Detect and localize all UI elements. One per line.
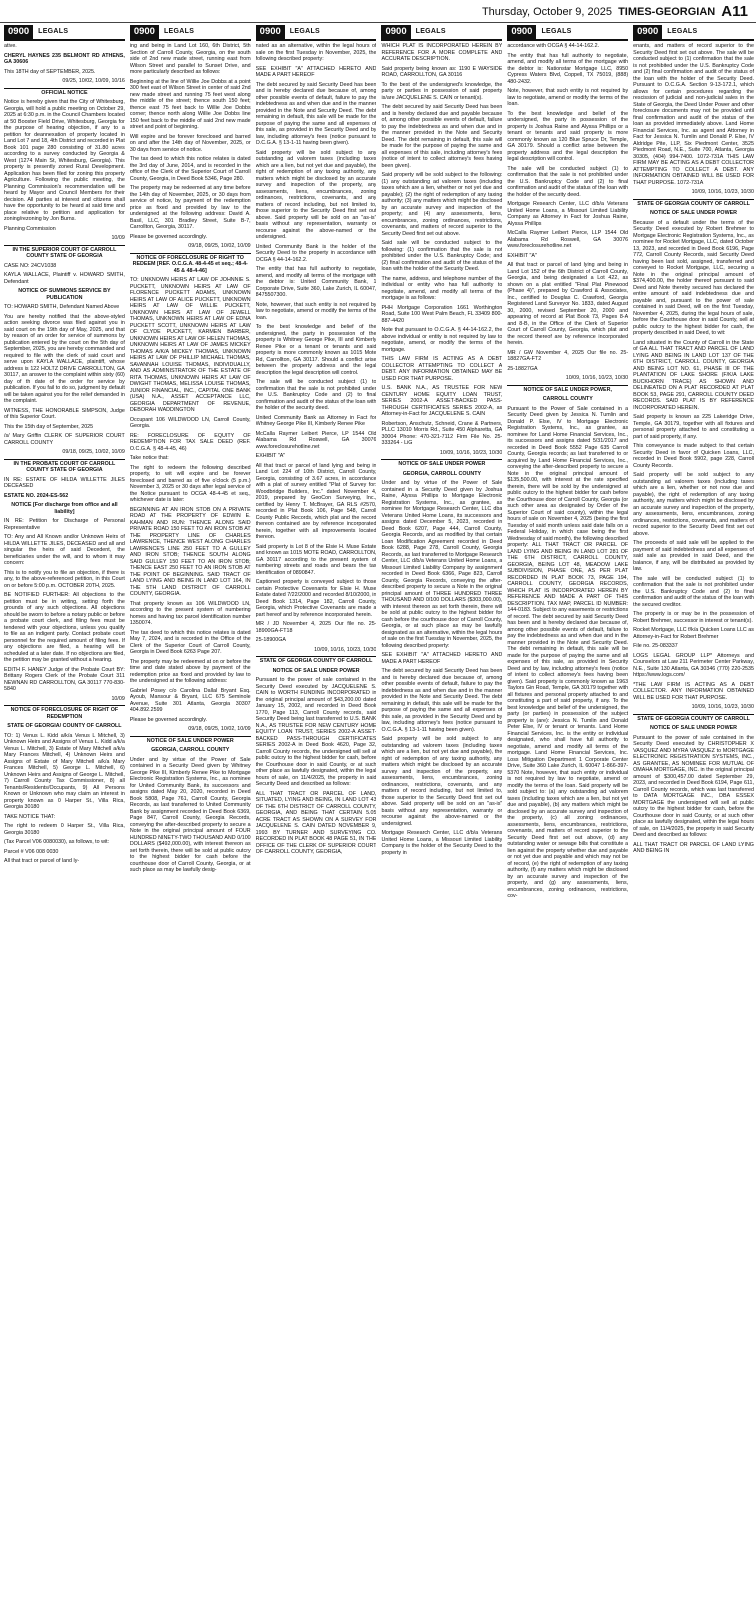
legal-paragraph: The property may be redeemed at on or before the time and date stated above by payment of the redemption price as fixed and provided by law to the undersigned at the following address: xyxy=(129,658,251,684)
legal-paragraph: The debt secured by said Security Deed has been and is hereby declared due because of, among other possible events of default, failure to pay the indebtedness as and when due and in the manner provided in the Note and Security Deed. The debt remaining in default, this sale will be made for the purpose of paying the same and all expenses of this sale, as provided in the Security Deed and by law, including attorney's fees (notice pursuant to O.C.G.A. § 13-1-11 having been given). xyxy=(255,81,377,146)
legal-paragraph: SEE EXHIBIT "A" ATTACHED HERETO AND MADE A PART HEREOF xyxy=(255,65,377,78)
legal-paragraph: IN RE: ESTATE OF HILDA WILLETTE JILES DECEASED xyxy=(4,476,125,489)
legal-paragraph: Mortgage Research Center, LLC d/b/a Veterans United Home Loans, a Missouri Limited Liability Company is the holder of the Security Deed to the property in xyxy=(381,830,503,856)
column-text xyxy=(4,43,125,865)
section-label: LEGALS xyxy=(667,28,698,35)
legal-paragraph: The entity that has full authority to negotiate, amend, and modify all terms of the mortgage with the debtor is: Nationstar Mortgage LLC, 8950 Cypress Waters Blvd, Coppell, TX 75019, (888) 480-2432. xyxy=(507,52,629,85)
legal-paragraph: Gabriel Posey c/o Carolina Dallal Bryant Esq. Ayoub, Mansour & Bryant, LLC 675 Seminole Avenue, Suite 301 Atlanta, Georgia 30307 404.892.2599 xyxy=(129,687,251,713)
legal-paragraph: GEORGIA, CARROLL COUNTY xyxy=(151,747,230,753)
legal-paragraph: The property may be redeemed at any time before the 14th day of November, 2025, or 30 days from service of notice, by payment of the redemption price as fixed and provided by law to the undersigned at the following address: David A. Basil, LLC, 301 Bradley Street, Suite B-7, Carrollton, Georgia, 30117. xyxy=(129,185,251,230)
legal-paragraph: All that tract or parcel of land lying and being in Land Lot 224 of 10th District, Carroll County, Georgia, consisting of 3.67 acres, in accordance with a plat of survey entitled "Plat of Survey for: Woodbridge Builders, Inc." dated November 4, 2019, prepared by GeoCon Surveying, Inc., certified by Henry T. McBrayer, GA RLS #2570, recorded in Plat Book 106, Page 548, Carroll County Public Records, which plat and the record thereon contained are by reference incorporated herein, together with all improvements located thereon. xyxy=(255,462,377,540)
legal-paragraph: United Community Bank is the holder of the Security Deed to the property in accordance with OCGA § 44-14-162.2. xyxy=(255,243,377,263)
legal-paragraph: GEORGIA, CARROLL COUNTY xyxy=(402,470,482,477)
legal-paragraph: Will expire and be forever foreclosed and barred on and after the 14th day of November, 2025, or 30 days from service of notice. xyxy=(129,133,251,153)
legal-paragraph: 09/25, 10/02, 10/09, 10/16 xyxy=(62,78,125,84)
legal-paragraph: 10/09 xyxy=(111,695,125,702)
legal-paragraph: Said property is Lot 8 of the Elsie H. Muse Estate and known as 1015 MOTE ROAD, CARROLLTON, GA 30117 according to the present system of numbering streets and roads and bears the tax identification of 0890847. xyxy=(255,543,377,576)
column-6 xyxy=(633,24,754,1594)
section-code: 0900 xyxy=(507,25,536,39)
legal-paragraph: NOTICE OF SALE UNDER POWER, xyxy=(507,385,628,394)
legal-paragraph: All that tract or parcel of land lying and being in Land Lot 152 of the 6th District of Carroll County, Georgia, and being designated a Lot 422, as shown on a plat entitled "Final Plat Pinewood (Phase 4)", prepared by Crawford & Associates, Inc., certified to Douglas C. Crawford, Georgia Registered Land Surveyor No. 1833, dated August 30, 2000, revised September 20, 2000 and appearing of record at Plat Book 73, Pages 8-A and 8-B, in the Office of the Clerk of Superior Court of Carroll County, Georgia, which plat and the record thereof are by reference incorporated herein. xyxy=(507,262,629,346)
legal-paragraph: NOTICE OF SUMMONS SERVICE BY PUBLICATION xyxy=(18,288,111,301)
legal-paragraph: MR / JD November 4, 2025 Our file no. 25-18900GA-FT18 xyxy=(255,621,377,634)
section-label: LEGALS xyxy=(38,28,69,35)
legal-paragraph: Note, however, that such entity is not required by law to negotiate, amend or modify the terms of the loan. xyxy=(507,88,629,107)
legal-paragraph: The property is or may be in the possession of Robert Brehmer, successor in interest or tenant(s). xyxy=(633,611,754,624)
legal-paragraph: STATE OF GEORGIA COUNTY OF CARROLL xyxy=(633,199,754,208)
legal-paragraph: File no. 25-083337 xyxy=(633,643,678,649)
legal-paragraph: RE: FORECLOSURE OF EQUITY OF REDEMPTION FOR TAX SALE DEED (REF. O.C.G.A. § 48-4-45, 46) xyxy=(129,432,251,452)
legal-paragraph: STATE OF GEORGIA/ COUNTY OF CARROLL xyxy=(7,723,122,729)
legal-paragraph: 25-18900GA xyxy=(255,637,286,643)
legal-paragraph: 25-18827GA xyxy=(507,365,538,372)
legal-paragraph: 09/18, 09/25, 10/02, 10/09 xyxy=(188,243,251,249)
legal-paragraph: Note, however, that such entity is not required by law to negotiate, amend or modify the terms of the loan. xyxy=(255,301,377,321)
section-header xyxy=(633,24,754,41)
legal-paragraph: OFFICIAL NOTICE xyxy=(4,88,125,97)
legal-paragraph: IN RE: Petition for Discharge of Personal Representative xyxy=(4,518,125,531)
newspaper-name: TIMES-GEORGIAN xyxy=(618,6,716,18)
legal-paragraph: This conveyance is made subject to that certain Security Deed in favor of Quicken Loans, LLC, recorded in Deed Book 5902, page 228, Carroll County Records. xyxy=(633,443,754,469)
section-code: 0900 xyxy=(4,25,33,39)
legal-paragraph: Planning Commission xyxy=(4,225,56,232)
legal-paragraph: The right to redeem the following described property, to wit will expire and be forever foreclosed and barred as of five o'clock (5 p.m.) November 3, 2025 or 30 days after legal service of the Notice pursuant to OCGA 48-4-45 et seq., whichever date is later: xyxy=(129,464,251,503)
legal-paragraph: 10/09, 10/16, 10/23, 10/30 xyxy=(439,449,503,456)
legal-paragraph: WITNESS, THE HONORABLE SIMPSON, Judge of this Superior Court. xyxy=(4,407,125,420)
legal-paragraph: ALL THAT TRACT OR PARCEL OF LAND, SITUATED, LYING AND BEING, IN LAND LOT 43 OF THE 6TH DISTRICT OF CARROLL COUNTY, GEORGIA, AND BEING THAT CERTAIN 5.05 ACRE TRACT AS SHOWN ON A SURVEY FOR JACQUELENE S. CAIN DATED NOVEMBER 9, 1993 BY TURNER AND SURVEYING CO. RECORDED IN PLAT BOOK 48 PAGE 51, IN THE OFFICE OF THE CLERK OF SUPERIOR COURT OF CARROLL COUNTY, GEORGIA, xyxy=(255,790,377,855)
legal-paragraph: NOTICE OF SALE UNDER POWER xyxy=(650,210,738,216)
legal-paragraph: Land situated in the County of Carroll in the State of GA ALL THAT TRACT AND PARCEL OF LAND LYING AND BEING IN LAND LOT 137 OF THE 6TH DISTRICT, CARROLL COUNTY, GEORGIA AND BEING LOT NO. 61, PHASE III OF THE PLANTATION OF LAKE SHORE (F/K/A LAKE BUCKHORN TRACE) AS SHOWN AND DELINEATED ON A PLAT RECORDED AT PLAT BOOK 53, PAGE 291, CARROLL COUNTY DEED RECORDS. SAID PLAT IS BY REFERENCE INCORPORATED HEREIN. xyxy=(633,339,754,411)
legal-paragraph: Robertson, Anschutz, Schneid, Crane & Partners, PLLC 13010 Morris Rd., Suite 450 Alpharetta, GA 30004 Phone: 470-321-7112 Firm File No. 25-333264 - LiG xyxy=(381,420,503,446)
legal-paragraph: 10/09, 10/16, 10/23, 10/30 xyxy=(314,646,377,653)
legal-paragraph: NOTICE [For discharge from office and all liability] xyxy=(11,502,118,515)
legal-paragraph: /s/ Mary Griffin CLERK OF SUPERIOR COURT CARROLL COUNTY xyxy=(4,433,125,446)
section-header xyxy=(256,24,377,41)
legal-paragraph: Under and by virtue of the Power of Sale contained in a Security Deed given by Joshua Raine, Alyssa Phillips to Mortgage Electronic Registration Systems, Inc., as grantee, as nominee for Mortgage Research Center, LLC dba Veterans United Home Loans, its successors and assigns dated December 5, 2023, recorded in Deed Book 6207, Page 444, Carroll County, Georgia Records, and as modified by that certain Loan Modification Agreement recorded in Deed Book 6288, Page 278, Carroll County, Georgia Records, as last transferred to Mortgage Research Center, LLC d/b/a Veterans United Home Loans, a Missouri Limited Liability Company by assignment recorded in Deed Book 6366, Page 823, Carroll County, Georgia Records, conveying the after-described property to secure a Note in the original principal amount of THREE HUNDRED THREE THOUSAND AND 0/100 DOLLARS ($303,000.00), with interest thereon as set forth therein, there will be sold at public outcry to the highest bidder for cash before the courthouse door of Carroll County, Georgia, or at such place as may be lawfully designated as an alternative, within the legal hours of sale on the first Tuesday in November, 2025, the following described property: xyxy=(381,480,503,649)
legal-paragraph: This 18TH day of SEPTEMBER, 2025. xyxy=(4,68,96,75)
section-header xyxy=(381,24,502,41)
legal-paragraph: NOTICE OF SALE UNDER POWER xyxy=(272,667,360,674)
legal-paragraph: enants, and matters of record superior to the Security Deed first set out above. The sale will be conducted subject to (1) confirmation that the sale is not prohibited under the U.S. Bankruptcy Code and (2) final confirmation and audit of the status of the loan with the holder of the Security Deed. Pursuant to O.C.G.A. Section 9-13-172.1, which allows for certain procedures regarding the rescission of judicial and non-judicial sales in the State of Georgia, the Deed Under Power and other foreclosure documents may not be provided until final confirmation and audit of the status of the loan as provided immediately above. Land Home Financial Services, Inc. as agent and Attorney in Fact for Jessica N. Tumlin and Donald P. Else, IV Aldridge Pite, LLP, Six Piedmont Center, 3525 Piedmont Road, N.E., Suite 700, Atlanta, Georgia 30305, (404) 994-7400. 1072-731A THIS LAW FIRM MAY BE ACTING AS A DEBT COLLECTOR ATTEMPTING TO COLLECT A DEBT. ANY INFORMATION OBTAINED WILL BE USED FOR THAT PURPOSE. 1072-731A xyxy=(633,43,754,186)
column-2 xyxy=(130,24,251,1594)
legal-paragraph: Note that pursuant to O.C.G.A. § 44-14-162.2, the above individual or entity is not required by law to negotiate, amend, or modify the terms of the mortgage. xyxy=(381,327,503,353)
legal-paragraph: NOTICE OF FORECLOSURE OF RIGHT OF REDEMPTION xyxy=(4,705,125,720)
section-label: LEGALS xyxy=(289,28,320,35)
legal-paragraph: Said property will be sold subject to any outstanding ad valorem taxes (including taxes which are a lien, but not yet due and payable), the right of redemption of any taxing authority, any matters which might be disclosed by an accurate survey and inspection of the property, any assessments, liens, encumbrances, zoning ordinances, restrictions, covenants, and any matters of record including, but not limited to, those superior to the Security Deed first set out above. Said property will be sold on an "as-is" basis without any representation, warranty or recourse against the above-named or the undersigned. xyxy=(255,149,377,240)
legal-paragraph: WHICH PLAT IS INCORPORATED HEREIN BY REFERENCE FOR A MORE COMPLETE AND ACCURATE DESCRIPTION. xyxy=(381,43,503,62)
legal-paragraph: ALL THAT TRACT OR PARCEL OF LAND LYING AND BEING IN xyxy=(633,841,754,854)
legal-paragraph: Said property is known as 225 Lakeridge Drive, Temple, GA 30179, together with all fixtures and personal property attached to and constituting a part of said property, if any. xyxy=(633,414,754,440)
column-text xyxy=(130,43,251,874)
legal-paragraph: SEE EXHIBIT "A" ATTACHED HERETO AND MADE A PART HEREOF xyxy=(381,652,503,665)
legal-paragraph: NOTICE OF FORECLOSURE OF RIGHT TO REDEEM [REF. O.C.G.A. 48-4-45 et seq.; 48-4-45 & 48-4-46] xyxy=(130,253,251,275)
column-text xyxy=(633,43,754,855)
legal-paragraph: ESTATE NO. 2024-ES-562 xyxy=(4,492,69,499)
legal-paragraph: THIS LAW FIRM IS ACTING AS A DEBT COLLECTOR ATTEMPTING TO COLLECT A DEBT. ANY INFORMATION OBTAINED MAY BE USED FOR THAT PURPOSE. xyxy=(381,356,503,382)
legal-paragraph: accordance with OCGA § 44-14-162.2. xyxy=(507,43,600,49)
legal-paragraph: NOTICE OF SALE UNDER POWER xyxy=(381,459,502,468)
section-label: LEGALS xyxy=(415,28,446,35)
legal-paragraph: To the best knowledge and belief of the undersigned, the party in possession of the property is Joshua Raine and Alyssa Phillips or a tenant or tenants and said property is more commonly known as 120 Blue Spruce Dr, Temple, GA 30179. Should a conflict arise between the property address and the legal description the legal description will control. xyxy=(507,110,629,162)
legal-paragraph: KAYLA WALLACE, Plaintiff v. HOWARD SMITH, Defendant xyxy=(4,272,125,285)
legal-paragraph: CHERYL HAYNES 235 BELMONT RD ATHENS, GA 30606 xyxy=(4,52,125,65)
legal-paragraph: The right to redeem 0 Harper St., Villa Rica, Georgia 30180 xyxy=(4,823,125,836)
column-4 xyxy=(381,24,502,1594)
legal-paragraph: Captioned property is conveyed subject to those certain Protective Covenants for Elsie H. Muse Estate dated 7/22/2000 and recorded 8/10/2000, in Deed Book 1314, Page 182, Carroll County, Georgia, which Protective Covenants are made a part hereof and by reference incorporated herein. xyxy=(255,579,377,618)
legal-paragraph: Said property will be sold subject to any outstanding ad valorem taxes (including taxes which are a lien, whether or not now due and payable), the right of redemption of any taxing authority, any matters which might be disclosed by an accurate survey and inspection of the property, any assessments, liens, encumbrances, zoning ordinances, restrictions, covenants, and matters of record superior to the Security Deed first set out above. xyxy=(633,472,754,537)
legal-paragraph: Pursuant to the power of sale contained in the Security Deed executed by CHRISTOPHER X VASQUEZ AND MYRA VASQUEZ to MORTGAGE ELECTRONIC REGISTRATION SYSTEMS, INC., AS GRANTEE, AS NOMINEE FOR MUTUAL OF OMAHA MORTGAGE, INC. in the original principal amount of $300,457.00 dated September 29, 2023, and recorded in Deed Book 6194, Page 611, Carroll County records, which was last transferred to DATA MORTGAGE INC., DBA ESSEX MORTGAGE the undersigned will sell at public outcry to the highest bidder for cash, before the Courthouse door in said County, or at such other place as lawfully designated, within the legal hours of sale, on 11/4/2025, the property in said Security Deed and described as follows: xyxy=(633,734,754,838)
legal-paragraph: TO: UNKNOWN HEIRS AT LAW OF JOHNNIE S. PUCKETT, UNKNOWN HEIRS AT LAW OF FLORENCE PUCKETT ADAMS, UNKNOWN HEIRS AT LAW OF ALICE PUCKETT, UNKNOWN HEIRS AT LAW OF WILLIE PUCKETT, UNKNOWN HEIRS AT LAW OF JEWELL THOMAS, UNKNOWN HEIRS AT LAW OF EDNA PUCKETT SCOTT, UNKNOWN HEIRS AT LAW OF CLYDE PUCKETT, KARMEN BARBER, UNKNOWN HEIRS AT LAW OF HELEN THOMAS, UNKNOWN HEIRS AT LAW OF JAMES MICKEY THOMAS A/K/A MICKEY THOMAS, UNKNOWN HEIRS AT LAW OF PHILLIP MICHAEL THOMAS, SAVANNAH LOUISE THOMAS, INDIVIDUALLY, AND AS ADMINISTRATOR OF THE ESTATE OF RITA THOMAS, UNKNOWN HEIRS AT LAW OF DWIGHT THOMAS, MELISSA LOUISE THOMAS, JUNIOR FINANCIAL, INC., CAPITAL ONE BANK (USA) N.A., ASSET ACCEPTANCE LLC, GEORGIA DEPARTMENT OF REVENUE, DEBORAH WADDINGTON xyxy=(129,277,251,413)
column-5 xyxy=(507,24,628,1594)
legal-paragraph: United Community Bank as Attorney in Fact for Whitney George Pike III, Kimberly Renee Pike xyxy=(255,414,377,427)
legal-paragraph: TO: 1) Venus L. Kidd a/k/a Venus L Mitchell, 3) Unknown Heirs and Assigns of Venus L. Kidd a/k/a Venus L. Mitchell, 3) Estate of Mary Mitchell a/k/a Mary Frances Mitchell, 4) Unknown Heirs and Assigns of Estate of Mary Mitchell a/k/a Mary Frances Mitchell, 5) George L. Mitchell, 6) Unknown Heirs and Assigns of George L. Mitchell, 7) Carroll County Tax Commissioner, 8) all Tenants/Residents/Occupants, 9) All Persons Known or Unknown who may claim an interest in property known as 0 Harper St., Villa Rica, Georgia 30180 xyxy=(4,732,125,810)
legal-paragraph: LOGS LEGAL GROUP LLP* Attorneys and Counselors at Law 211 Perimeter Center Parkway, N.E., Suite 130 Atlanta, GA 30346 (770) 220-2535 https://www.logs.com/ xyxy=(633,652,754,678)
legal-paragraph: Said property will be sold subject to any outstanding ad valorem taxes (including taxes which are a lien, but not yet due and payable), the right of redemption of any taxing authority, any matters which might be disclosed by an accurate survey and inspection of the property, any assessments, liens, encumbrances, zoning ordinances, restrictions, covenants, and any matters of record including, but not limited to, those superior to the Security Deed first set out above. Said property will be sold on an "as-is" basis without any representation, warranty or recourse against the above-named or the undersigned. xyxy=(381,736,503,827)
legal-paragraph: Under and by virtue of the Power of Sale contained in a Security Deed given by Whitney George Pike III, Kimberly Renee Pike to Mortgage Electronic Registration Systems, Inc., as nominee for United Community Bank, its successors and assigns dated May 20, 2020, recorded in Deed Book 5808, Page 761, Carroll County, Georgia Records, as last transferred to United Community Bank by assignment recorded in Deed Book 6369, Page 847, Carroll County, Georgia Records, conveying the after-described property to secure a Note in the original principal amount of FOUR HUNDRED NINETY-TWO THOUSAND AND 0/100 DOLLARS ($492,000.00), with interest thereon as set forth therein, there will be sold at public outcry to the highest bidder for cash before the courthouse door of Carroll County, Georgia, or at such place as may be lawfully desig- xyxy=(129,756,251,873)
legal-paragraph: The tax deed to which this notice relates is dated May 7, 2024, and is recorded in the Office of the Clerk of the Superior Court of Carroll County, Georgia in Deed Book 6263 Page 207. xyxy=(129,629,251,655)
legal-paragraph: Rocket Mortgage, LLC f/k/a Quicken Loans LLC as Attorney-in-Fact for Robert Brehmer xyxy=(633,627,754,640)
legal-paragraph: NOTICE OF SALE UNDER POWER xyxy=(650,725,738,731)
legal-paragraph: TAKE NOTICE THAT: xyxy=(4,813,56,820)
legal-paragraph: The debt secured by said Security Deed has been and is hereby declared due because of, among other possible events of default, failure to pay the indebtedness as and when due and in the manner provided in the Note and Security Deed. The debt remaining in default, this sale will be made for the purpose of paying the same and all expenses of this sale, as provided in the Security Deed and by law, including attorney's fees (notice pursuant to O.C.G.A. § 13-1-11 having been given). xyxy=(381,668,503,733)
masthead xyxy=(0,0,756,23)
section-code: 0900 xyxy=(381,25,410,39)
legal-paragraph: The sale will be conducted subject (1) to confirmation that the sale is not prohibited under the U.S. Bankruptcy Code and (2) to final confirmation and audit of the status of the loan with the holder of the security deed. xyxy=(507,165,629,198)
legal-paragraph: You are hereby notified that the above-styled action seeking divorce was filed against you in said court on the 19th day of May, 2025, and that by reason of an order for service of summons by publication entered by the court on the 5th day of September, 2025, you are hereby commanded and required to file with the clerk of said court and serve upon KAYLA WALLACE, plaintiff, whose address is 122 HOLTZ DRIVE CARROLLTON, GA 30117, an answer to the complaint within sixty (60) day of th date of the order for service by publication. If you fail to do so, judgment by default will be taken against you for the relief demanded in the complaint. xyxy=(4,313,125,404)
legal-paragraph: Because of a default under the terms of the Security Deed executed by Robert Brehmer to Mortgage Electronic Registration Systems, Inc., as nominee for Rocket Mortgage, LLC, dated October 13, 2023, and recorded in Deed Book 6196, Page 772, Carroll County Records, said Security Deed having been last sold, assigned, transferred and conveyed to Rocket Mortgage, LLC, securing a Note in the original principal amount of $374,400.00, the holder thereof pursuant to said Deed and Note thereby secured has declared the entire amount of said indebtedness due and payable and, pursuant to the power of sale contained in said Deed, will on the first Tuesday, November 4, 2025, during the legal hours of sale, before the Courthouse door in said County, sell at public outcry to the highest bidder for cash, the property described in said Deed, to wit: xyxy=(633,219,754,336)
legal-paragraph: STATE OF GEORGIA COUNTY OF CARROLL xyxy=(633,714,754,723)
legal-paragraph: U.S. BANK N.A., AS TRUSTEE FOR NEW CENTURY HOME EQUITY LOAN TRUST, SERIES 2002-A ASSET-BACKED PASS-THROUGH CERTIFICATES SERIES 2002-A, as Attorney-in-Fact for JACQUELENE S. CAIN xyxy=(381,385,503,417)
section-header xyxy=(507,24,628,41)
legal-paragraph: Please be governed accordingly. xyxy=(129,233,207,240)
column-text xyxy=(381,43,502,856)
legal-paragraph: CARROLL COUNTY xyxy=(542,396,593,402)
legal-paragraph: 10/09, 10/16, 10/23, 10/30 xyxy=(691,704,754,710)
legal-paragraph: Mortgage Research Center, LLC d/b/a Veterans United Home Loans, a Missouri Limited Liability Company as Attorney in Fact for Joshua Raine, Alyssa Phillips xyxy=(507,201,629,227)
legal-paragraph: STATE OF GEORGIA COUNTY OF CARROLL xyxy=(256,656,377,665)
legal-paragraph: To the best of the undersigned's knowledge, the party or parties in possession of said property is/are JACQUELENE S. CAIN or tenant(s). xyxy=(381,81,503,101)
column-text xyxy=(507,43,628,900)
legal-paragraph: Take notice that: xyxy=(129,455,169,461)
legal-paragraph: Please be governed accordingly. xyxy=(129,716,207,723)
legal-paragraph: EXHIBIT "A" xyxy=(255,453,286,459)
legal-paragraph: (Tax Parcel V06 0080030), as follows, to wit: xyxy=(4,839,110,845)
legal-paragraph: 10/09 xyxy=(111,235,125,241)
legal-paragraph: PHH Mortgage Corporation 1661 Worthington Road, Suite 100 West Palm Beach, FL 33409 800-887-4420 xyxy=(381,304,503,324)
column-text xyxy=(256,43,377,856)
issue-date: Thursday, October 9, 2025 xyxy=(481,6,612,18)
legal-paragraph: 09/18, 09/25, 10/02, 10/09 xyxy=(188,726,251,732)
section-label: LEGALS xyxy=(163,28,195,35)
legal-paragraph: The entity that has full authority to negotiate, amend, and modify all terms of the mortgage with the debtor is: United Community Bank, 1 Corporate Drive, Suite 360, Lake Zurich, IL 60047, 8475507300. xyxy=(255,266,377,298)
section-header xyxy=(4,24,125,41)
legal-paragraph: IN THE PROBATE COURT OF CARROLL COUNTY STATE OF GEORGIA xyxy=(4,459,125,474)
legal-paragraph: TO: HOWARD SMITH, Defendant Named Above xyxy=(4,304,120,310)
section-code: 0900 xyxy=(130,25,159,39)
legal-paragraph: The sale will be conducted subject (1) to confirmation that the sale is not prohibited under the U.S. Bankruptcy Code and (2) to final confirmation and audit of the status of the loan with the holder of the security deed. xyxy=(255,379,377,411)
legal-paragraph: CASE NO: 24CV1038 xyxy=(4,262,57,269)
legal-paragraph: NOTICE OF SALE UNDER POWER xyxy=(130,736,251,745)
masthead-line xyxy=(482,3,748,20)
legal-paragraph: That property known as 106 WILDWOOD LN, according to the present system of numbering homes and having tax parcel identification number 1350074. xyxy=(129,600,251,626)
legal-paragraph: Parcel # V06 008 0030 xyxy=(4,848,59,855)
legal-paragraph: All that tract or parcel of land ly- xyxy=(4,858,80,864)
legal-paragraph: BEGINNING AT AN IRON STOB ON A PRIVATE ROAD AT THE PROPERTY OF EDWIN E. KAHMAN AND RUN: THENCE ALONG SAID PRIVATE ROAD 150 FEET TO AN IRON STOB AT THE PROPERTY LINE OF CHARLES LAWRENCE, THENCE WEST ALONG CHARLES LAWRENCE'S LINE 250 FEET TO A GULLEY AND IRON STOB; THENCE SOUTH ALONG SAID GULLEY 150 FEET TO AN IRON STOB; THENCE EAST 250 FEET TO AN IRON STOB AT THE POINT OF BEGINNING. SAID TRACT OF LAND LYING AND BEING IN LAND LOT 164, IN THE 5TH LAND DISTRICT OF CARROLL COUNTY, GEORGIA. xyxy=(129,506,251,597)
legal-columns xyxy=(4,24,754,1594)
legal-paragraph: The sale will be conducted subject (1) to confirmation that the sale is not prohibited under the U.S. Bankruptcy Code and (2) to final confirmation and audit of the status of the loan with the secured creditor. xyxy=(633,575,754,608)
legal-paragraph: Beginning at the line of Willie Joe Dobbs at a point 300 feet east of Wilson Street in center of said 2nd new made street and running 75 feet west along the middle of the street; thence south 150 feet; thence east 75 feet back to Willie Joe Dobbs corner; thence north along Willie Joe Dobbs line 150 feet back to the middle of said 2nd new made street and point of beginning. xyxy=(129,78,251,130)
section-code: 0900 xyxy=(633,25,662,39)
section-code: 0900 xyxy=(256,25,285,39)
page-number: A11 xyxy=(721,3,748,20)
legal-paragraph: ing and being in Land Lot 160, 6th District, 5th Section of Carroll County, Georgia, on the south side of 2nd new made street, running east from Wilson Street and parallel to Sunset Drive, and more particularly described as follows: xyxy=(129,43,251,75)
legal-paragraph: EXHIBIT "A" xyxy=(507,252,537,259)
legal-paragraph: BE NOTIFIED FURTHER: All objections to the petition must be in writing, setting forth the grounds of any such objections. All objections should be sworn to before a notary public or before a probate court clerk, and filing fees must be tendered with your objections, unless you qualify to file as an indigent party. Contact probate court personnel for the required amount of filing fees. If any objections are filed, a hearing will be scheduled at a later date. If no objections are filed, the petition may be granted without a hearing. xyxy=(4,592,125,663)
legal-paragraph: MR / GW November 4, 2025 Our file no. 25-18827GA-FT2 xyxy=(507,349,629,362)
legal-paragraph: The name, address, and telephone number of the individual or entity who has full authority to negotiate, amend, and modify all terms of the mortgage is as follows: xyxy=(381,275,503,301)
legal-paragraph: TO: Any and All Known and/or Unknown Heirs of HILDA WILLETTE JILES, DECEASED and all and singular the heirs of said Decedent, the beneficiaries under the will, and to whom it may concern: xyxy=(4,534,125,566)
legal-paragraph: The tax deed to which this notice relates is dated the 3rd day of June, 2014, and is recorded in the office of the Clerk of the Superior Court of Carroll County, Georgia, in Deed Book 5346, Page 280. xyxy=(129,156,251,182)
legal-paragraph: Pursuant to the power of sale contained in the Security Deed executed by JACQUELENE S. CAIN to WORTH FUNDING INCORPORATED in the original principal amount of $43,200.00 dated January 15, 2002, and recorded in Deed Book 1770, Page 113, Carroll County records, said Security Deed being last transferred to U.S. BANK N.A., AS TRUSTEE FOR NEW CENTURY HOME EQUITY LOAN TRUST, SERIES 2002-A ASSET-BACKED PASS-THROUGH CERTIFICATES SERIES 2002-A in Deed Book 4620, Page 32, Carroll County records, the undersigned will sell at public outcry to the highest bidder for cash, before the Courthouse door in said County, or at such other place as lawfully designated, within the legal hours of sale, on 11/4/2025, the property in said Security Deed and described as follows: xyxy=(255,677,377,787)
column-1 xyxy=(4,24,125,1594)
legal-paragraph: ative. xyxy=(4,43,17,49)
legal-paragraph: Pursuant to the Power of Sale contained in a Security Deed given by Jessica N. Tumlin and Donald P. Else, IV to Mortgage Electronic Registration Systems, Inc., as grantee, as nominee for Land Home Financial Services, Inc., its successors and assigns dated 5/31/2017 and recorded in Deed Book 5552 Page 635 Carroll County, Georgia records; as last transferred to or acquired by Land Home Financial Services, Inc., conveying the after-described property to secure a Note in the original principal amount of $135,500.00, with interest at the rate specified therein, there will be sold by the undersigned at public outcry to the highest bidder for cash before the Courthouse door of Carroll County, Georgia (or such other area as designated by Order of the Superior Court of said county), within the legal hours of sale on November 4, 2025 (being the first Tuesday of said month unless said date falls on a Federal Holiday, in which case being the first Wednesday of said month), the following described property: ALL THAT TRACT OR PARCEL OF LAND LYING AND BEING IN LAND LOT 281 OF THE 6TH DISTRICT, CARROLL COUNTY, GEORGIA, BEING LOT 48, MEADOW LAKE SUBDIVISION, PHASE ONE, AS PER PLAT RECORDED IN PLAT BOOK 73, PAGE 194, CARROLL COUNTY, GEORGIA RECORDS, WHICH PLAT IS INCORPORATED HEREIN BY REFERENCE AND MADE A PART OF THIS DESCRIPTION. TAX MAP, PARCEL ID NUMBER: 144-0183. Subject to any easements or restrictions of record. The debt secured by said Security Deed has been and is hereby declared due because of, among other possible events of default, failure to pay the indebtedness as and when due and in the manner provided in the Note and Security Deed. The debt remaining in default, this sale will be made for the purpose of paying the same and all expenses of this sale, as provided in Security Deed and by law, including attorney's fees (notice of intent to collect attorney's fees having been given). Said property is commonly known as 1963 Taylors Gin Road, Temple, GA 30179 together with all fixtures and personal property attached to and constituting a part of said property, if any. To the best knowledge and belief of the undersigned, the party (or parties) in possession of the subject property is (are): Jessica N. Tumlin and Donald Peter Else, IV or tenant or tenants. Land Home Financial Services, Inc. is the entity or individual designated, who shall have full authority to negotiate, amend and modify all terms of the mortgage. Land Home Financial Services, Inc. Loss Mitigation Department 1 Corporate Center Drive, Suite 360 Lake Zurich, IL 60047 1-866-397-5370 Note, however, that such entity or individual is not required by law to negotiate, amend or modify the terms of the loan. Said property will be sold subject to: (a) any outstanding ad valorem taxes (including taxes which are a lien, but not yet due and payable), (b) any matters which might be disclosed by an accurate survey and inspection of the property, (c) all zoning ordinances, assessments, liens, encumbrances, restrictions, covenants, and matters of record superior to the Security Deed first set out above, (d) any outstanding water or sewage bills that constitute a lien against the property whether due and payable or not yet due and payable and which may not be of record, (e) the right of redemption of any taxing authority, (f) any matters which might be disclosed by an accurate survey and inspection of the property, and (g) any assessments, liens, encumbrances, zoning ordinances, restrictions, cov- xyxy=(507,405,629,899)
legal-paragraph: This the 15th day of September, 2025 xyxy=(4,423,94,430)
section-label: LEGALS xyxy=(541,28,572,35)
legal-paragraph: *THE LAW FIRM IS ACTING AS A DEBT COLLECTOR. ANY INFORMATION OBTAINED WILL BE USED FOR THAT PURPOSE. xyxy=(633,681,754,701)
legal-paragraph: IN THE SUPERIOR COURT OF CARROLL COUNTY STATE OF GEORGIA xyxy=(4,245,125,260)
legal-paragraph: EDITH F. HANEY Judge of the Probate Court BY: Brittany Rogers Clerk of the Probate Court 311 NEWNAN RD CARROLLTON, GA 30117 770-830-5840 xyxy=(4,666,125,692)
legal-paragraph: To the best knowledge and belief of the undersigned, the party in possession of the property is Whitney George Pike, III and Kimberly Renee Pike or a tenant or tenants and said property is more commonly known as 1015 Mote Rd, Carrollton, GA 30117. Should a conflict arise between the property address and the legal description the legal description will control. xyxy=(255,324,377,376)
legal-paragraph: Said sale will be conducted subject to the following: (1) confirmation that the sale is not prohibited under the U.S. Bankruptcy Code; and (2) final confirmation and audit of the status of the loan with the holder of the Security Deed. xyxy=(381,240,503,272)
legal-paragraph: McCalla Raymer Leibert Pierce, LP 1544 Old Alabama Rd Roswell, GA 30076 www.foreclosurehotline.net xyxy=(255,430,377,450)
legal-paragraph: Said property will be sold subject to the following: (1) any outstanding ad valorem taxes (including taxes which are a lien, whether or not yet due and payable); (2) the right of redemption of any taxing authority; (3) any matters which might be disclosed by an accurate survey and inspection of the property; and (4) any assessments, liens, encumbrances, zoning ordinances, restrictions, covenants, and matters of record superior to the Security Deed first set out above. xyxy=(381,172,503,237)
column-3 xyxy=(256,24,377,1594)
legal-paragraph: Notice is hereby given that the City of Whitesburg, Georgia, will hold a public meeting on October 29, 2025 at 6:30 p.m. in the Council Chambers located at 50 Booster Field Drive, Whitesburg, Georgia for the purpose of hearing objection, if any to a petition for deannexation of property located in Land Lot 7 and 18, 4th District and recorded in Plat Book 101 page 280 consisting of 31.80 acres according to a survey conducted by Georgia & West (1274 Main St, Whitesburg, Georgia). This property is presently zoned Rural Development. Application has been filed for zoning this property Agriculture. Following the public meeting, the Planning Commission's recommendation will be heard by Mayor and Council Members for their decision. All parties at interest and citizens shall have the opportunity to be heard at said time and place relative to petition and application for zoning/rezoning by Jon Burns. xyxy=(4,99,125,222)
legal-paragraph: Said property being known as: 1190 E WAYSIDE ROAD, CARROLLTON, GA 30116 xyxy=(381,65,503,78)
legal-paragraph: The debt secured by said Security Deed has been and is hereby declared due and payable because of, among other possible events of default, failure to pay the indebtedness as and when due and in the manner provided in the Note and Security Deed. The debt remaining in default, this sale will be made for the purpose of paying the same and all expenses of this sale, including attorney's fees (notice of intent to collect attorney's fees having been given). xyxy=(381,104,503,169)
legal-paragraph: 09/18, 09/25, 10/02, 10/09 xyxy=(62,449,125,455)
legal-paragraph: 10/09, 10/16, 10/23, 10/30 xyxy=(565,375,629,381)
legal-paragraph: The proceeds of said sale will be applied to the payment of said indebtedness and all expenses of said sale as provided in said Deed, and the balance, if any, will be distributed as provided by law. xyxy=(633,540,754,572)
legal-paragraph: Occupant 106 WILDWOOD LN, Carroll County, Georgia. xyxy=(129,416,251,429)
legal-paragraph: nated as an alternative, within the legal hours of sale on the first Tuesday in November, 2025, the following described property: xyxy=(255,43,377,62)
legal-paragraph: 10/09, 10/16, 10/23, 10/30 xyxy=(691,189,754,195)
legal-paragraph: McCalla Raymer Leibert Pierce, LLP 1544 Old Alabama Rd Roswell, GA 30076 www.foreclosurehotline.net xyxy=(507,230,629,249)
section-header xyxy=(130,24,251,41)
legal-paragraph: This is to notify you to file an objection, if there is any, to the above-referenced petition, in this Court on or before 5:00 p.m. OCTOBER 20TH, 2025. xyxy=(4,569,125,589)
